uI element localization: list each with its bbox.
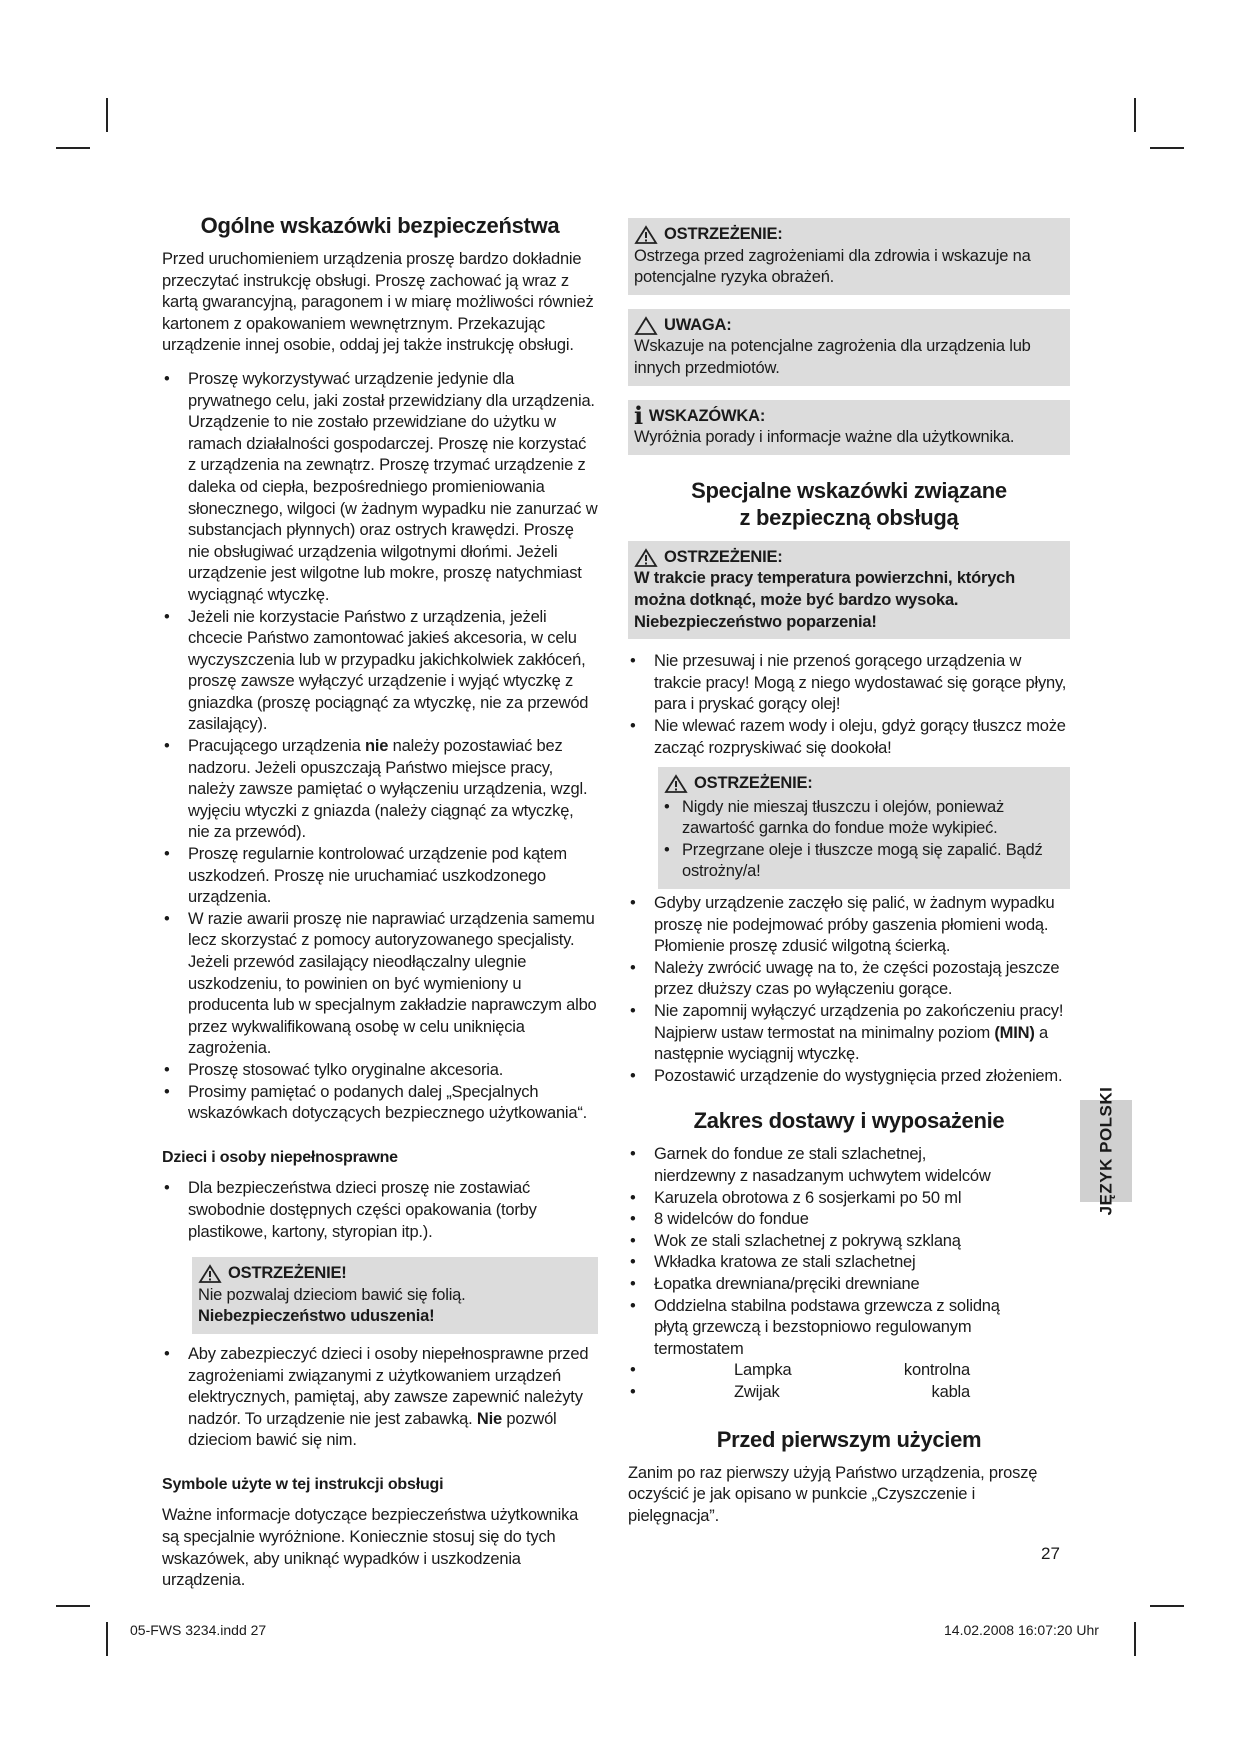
hot-surface-warning-box [628, 541, 1070, 639]
list-item: • Nigdy nie mieszaj tłuszczu i olejów, ponieważ zawartość garnka do fondue może wykipieć. [664, 797, 1066, 840]
page-number: 27 [1041, 1544, 1060, 1563]
note-legend-box [628, 400, 1070, 455]
list-item: • Nie wlewać razem wody i oleju, gdyż gorący tłuszcz może zacząć rozpryskiwać się dookoła! [628, 716, 1070, 759]
warning-text: Nie pozwalaj dzieciom bawić się folią. [198, 1285, 466, 1304]
caution-legend-box [628, 309, 1070, 386]
warning-bold: Niebezpieczeństwo uduszenia! [198, 1307, 435, 1326]
list-item: • Aby zabezpieczyć dzieci i osoby niepełnosprawne przed zagrożeniami związanymi z użytkowaniem urządzeń elektrycznych, pamiętaj, aby zawsze zapewnić należyty nadzór. To urządzenie nie jest zabawką. Nie pozwól dzieciom bawić się nim. [162, 1344, 598, 1452]
warning-icon [198, 1264, 222, 1284]
list-item: • 8 widelców do fondue [628, 1209, 1010, 1231]
list-item: • Dla bezpieczeństwa dzieci proszę nie zostawiać swobodnie dostępnych części opakowania (torby plastikowe, kartony, styropian itp.). [162, 1178, 598, 1243]
list-item: • Nie przesuwaj i nie przenoś gorącego urządzenia w trakcie pracy! Mogą z niego wydostawać się gorące płyny, para i pryskać gorący olej! [628, 651, 1070, 716]
list-item: • Przegrzane oleje i tłuszcze mogą się zapalić. Bądź ostrożny/a! [664, 840, 1066, 883]
left-column [162, 212, 598, 1592]
crop-mark [1150, 147, 1184, 149]
box-text: Ostrzega przed zagrożeniami dla zdrowia i wskazuje na potencjalne ryzyka obrażeń. [634, 246, 1031, 287]
box-title: UWAGA: [664, 315, 732, 334]
list-item: • Nie zapomnij wyłączyć urządzenia po zakończeniu pracy! Najpierw ustaw termostat na minimalny poziom (MIN) a następnie wyciągnij wtyczkę. [628, 1001, 1070, 1066]
crop-mark [1150, 1605, 1184, 1607]
intro-paragraph: Przed uruchomieniem urządzenia proszę bardzo dokładnie przeczytać instrukcję obsługi. Proszę zachować ją wraz z kartą gwarancyjną, paragonem i w miarę możliwości również kartonem z opakowaniem wewnętrznym. Przekazując urządzenie innej osobie, oddaj jej także instrukcję obsługi. [162, 250, 594, 355]
fire-list [628, 893, 1070, 1087]
box-text: Wyróżnia porady i informacje ważne dla użytkownika. [634, 428, 1015, 447]
list-item: • Należy zwrócić uwagę na to, że części pozostają jeszcze przez dłuższy czas po wyłączeniu gorące. [628, 958, 1070, 1001]
list-item: • Karuzela obrotowa z 6 sosjerkami po 50 ml [628, 1188, 1010, 1210]
list-item: • Proszę regularnie kontrolować urządzenie pod kątem uszkodzeń. Proszę nie uruchamiać uszkodzonego urządzenia. [162, 844, 598, 909]
list-item: • Gdyby urządzenie zaczęło się palić, w żadnym wypadku proszę nie podejmować próby gaszenia płomieni wodą. Płomienie proszę zdusić wilgotną ścierką. [628, 893, 1070, 958]
delivery-list [628, 1144, 1070, 1403]
list-item: • Lampka kontrolna [628, 1360, 1010, 1382]
hot-list [628, 651, 1070, 759]
footer-file: 05-FWS 3234.indd 27 [130, 1622, 267, 1638]
oil-warning-box [658, 767, 1070, 889]
crop-mark [1134, 1622, 1136, 1656]
list-item: • Jeżeli nie korzystacie Państwo z urządzenia, jeżeli chcecie Państwo zamontować jakieś akcesoria, w celu wyczyszczenia lub w przypadku jakichkolwiek zakłóceń, proszę zawsze wyłączyć urządzenie i wyjąć wtyczkę z gniazdka (proszę pociągnąć za wtyczkę, nie za przewód zasilający). [162, 607, 598, 737]
children-warning-box [192, 1257, 598, 1334]
box-text: Wskazuje na potencjalne zagrożenia dla urządzenia lub innych przedmiotów. [634, 337, 1031, 377]
first-use-title: Przed pierwszym użyciem [716, 1426, 982, 1452]
warning-icon [634, 225, 658, 245]
list-item: • Zwijak kabla [628, 1382, 1010, 1404]
box-text: W trakcie pracy temperatura powierzchni, których można dotknąć, może być bardzo wysoka. Niebezpieczeństwo poparzenia! [634, 569, 1016, 631]
first-use-paragraph: Zanim po raz pierwszy użyją Państwo urządzenia, proszę oczyścić je jak opisano w punkcie „Czyszczenie i pielęgnacja”. [628, 1463, 1038, 1525]
special-safety-title: Specjalne wskazówki związane z bezpieczną obsługą [691, 477, 1007, 530]
crop-mark [106, 98, 108, 132]
list-item: • Oddzielna stabilna podstawa grzewcza z solidną płytą grzewczą i bezstopniowo regulowanym termostatem [628, 1296, 1010, 1361]
box-title: OSTRZEŻENIE: [694, 774, 813, 793]
symbols-paragraph: Ważne informacje dotyczące bezpieczeństwa użytkownika są specjalnie wyróżnione. Koniecznie stosuj się do tych wskazówek, aby uniknąć wypadków i uszkodzenia urządzenia. [162, 1506, 579, 1590]
crop-mark [106, 1622, 108, 1656]
list-item: • Wkładka kratowa ze stali szlachetnej [628, 1252, 1010, 1274]
language-tab-label: JĘZYK POLSKI [1096, 1086, 1115, 1216]
right-column [628, 218, 1070, 1527]
crop-mark [1134, 98, 1136, 132]
symbols-heading: Symbole użyte w tej instrukcji obsługi [162, 1475, 444, 1493]
list-item: • Garnek do fondue ze stali szlachetnej, nierdzewny z nasadzanym uchwytem widelców [628, 1144, 1010, 1187]
language-tab [1080, 1086, 1132, 1216]
general-safety-title: Ogólne wskazówki bezpieczeństwa [200, 213, 560, 238]
list-item: • Pracującego urządzenia nie należy pozostawiać bez nadzoru. Jeżeli opuszczają Państwo miejsce pracy, należy zawsze pamiętać o wyłączeniu urządzenia, wzgl. wyjęciu wtyczki z gniazda (należy ciągnąć za wtyczkę, nie za przewód). [162, 736, 598, 844]
list-item: • Proszę wykorzystywać urządzenie jedynie dla prywatnego celu, jaki został przewidziany dla urządzenia. Urządzenie to nie zostało przewidziane do użytku w ramach działalności gospodarczej. Proszę nie korzystać z urządzenia na zewnątrz. Proszę trzymać urządzenie z daleka od ciepła, bezpośredniego promieniowania słonecznego, wilgoci (w żadnym wypadku nie zanurzać w substancjach płynnych) oraz ostrych krawędzi. Proszę nie obsługiwać urządzenia wilgotnymi dłońmi. Jeżeli urządzenie jest wilgotne lub mokre, proszę natychmiast wyciągnąć wtyczkę. [162, 369, 598, 607]
box-title: OSTRZEŻENIE: [664, 225, 783, 243]
crop-mark [56, 1605, 90, 1607]
list-item: • W razie awarii proszę nie naprawiać urządzenia samemu lecz skorzystać z pomocy autoryzowanego specjalisty. Jeżeli przewód zasilający nieodłączalny ulegnie uszkodzeniu, to powinien on być wymieniony u producenta lub w specjalnym zakładzie naprawczym albo przez wykwalifikowaną osobę w celu uniknięcia zagrożenia. [162, 909, 598, 1060]
crop-mark [56, 147, 90, 149]
warning-legend-box [628, 218, 1070, 295]
list-item: • Prosimy pamiętać o podanych dalej „Specjalnych wskazówkach dotyczących bezpiecznego użytkowania“. [162, 1082, 598, 1125]
children-list-2 [162, 1344, 598, 1452]
footer-timestamp: 14.02.2008 16:07:20 Uhr [944, 1622, 1099, 1638]
list-item: • Łopatka drewniana/pręciki drewniane [628, 1274, 1010, 1296]
warning-icon [634, 548, 658, 568]
caution-icon [634, 316, 658, 336]
children-heading: Dzieci i osoby niepełnosprawne [162, 1148, 398, 1166]
list-item: • Pozostawić urządzenie do wystygnięcia przed złożeniem. [628, 1066, 1070, 1088]
info-icon: i [634, 401, 643, 431]
warning-title: OSTRZEŻENIE! [228, 1264, 347, 1283]
list-item: • Proszę stosować tylko oryginalne akcesoria. [162, 1060, 598, 1082]
box-title: WSKAZÓWKA: [648, 406, 766, 425]
box-title: OSTRZEŻENIE: [664, 547, 783, 566]
children-list [162, 1178, 598, 1243]
safety-list [162, 369, 598, 1125]
delivery-title: Zakres dostawy i wyposażenie [693, 1108, 1005, 1134]
list-item: • Wok ze stali szlachetnej z pokrywą szklaną [628, 1231, 1010, 1253]
warning-icon [664, 774, 688, 794]
